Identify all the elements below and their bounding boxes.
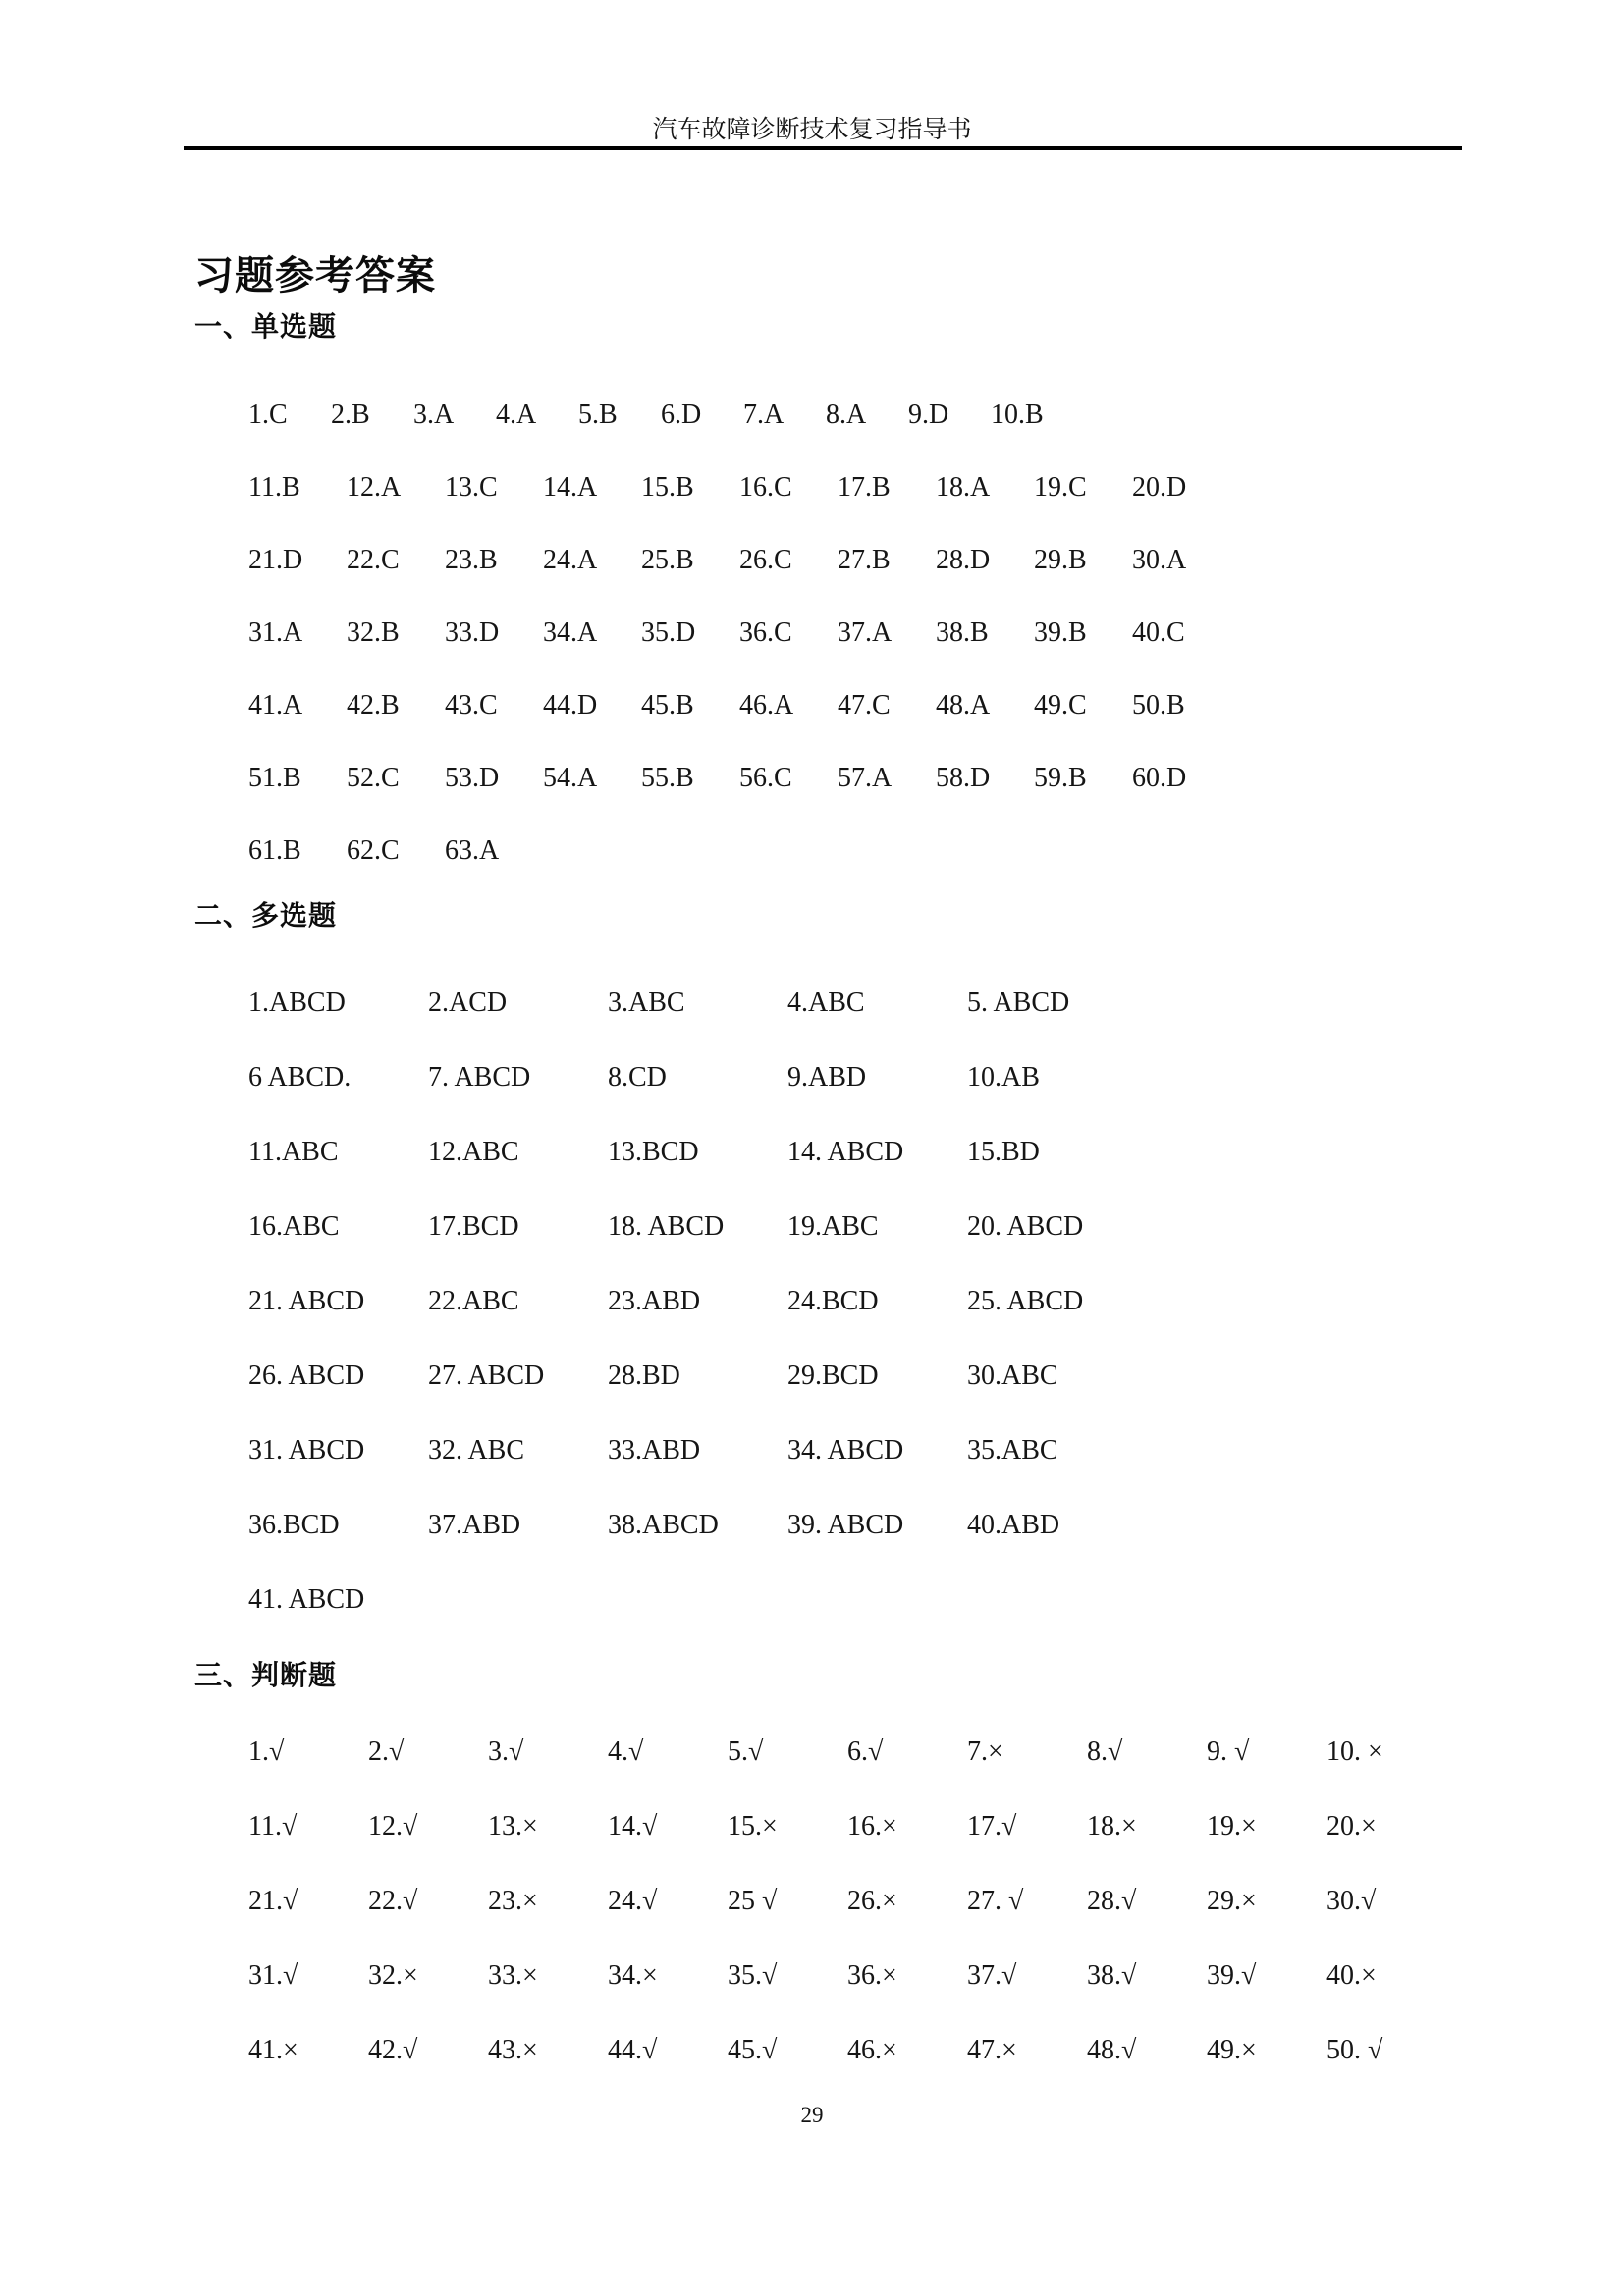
answer-item: 46.A [739,690,794,721]
answer-item: 32. ABC [428,1435,525,1466]
answer-row [248,1339,1545,1414]
answer-item: 37.A [838,617,893,648]
answer-item: 8.A [826,400,867,430]
answer-item: 13.× [488,1811,538,1842]
answer-item: 21. ABCD [248,1286,365,1316]
answer-row [248,1789,1545,1864]
answer-item: 4.√ [608,1736,644,1767]
answer-item: 22.ABC [428,1286,519,1316]
answer-item: 41.A [248,690,303,721]
answer-item: 16.ABC [248,1211,340,1242]
answer-item: 10.AB [967,1062,1040,1093]
page-title: 习题参考答案 [194,253,436,297]
answer-item: 12.ABC [428,1137,519,1167]
answer-item: 12.A [347,472,402,503]
answer-row [248,1041,1545,1115]
answer-item: 13.BCD [608,1137,699,1167]
answer-item: 51.B [248,763,301,793]
answer-item: 38.√ [1087,1960,1137,1991]
answer-item: 5. ABCD [967,988,1070,1018]
answer-item: 13.C [445,472,498,503]
answer-item: 37.√ [967,1960,1017,1991]
section-single-choice [194,310,1545,887]
answer-item: 44.D [543,690,598,721]
answer-item: 23.ABD [608,1286,701,1316]
answer-item: 2.B [331,400,370,430]
answer-item: 5.B [578,400,618,430]
answer-item: 14.A [543,472,598,503]
answer-item: 28.BD [608,1361,680,1391]
answer-row [248,1190,1545,1264]
answer-item: 53.D [445,763,500,793]
answer-item: 39. ABCD [787,1510,904,1540]
answer-item: 11.√ [248,1811,298,1842]
answer-item: 45.B [641,690,694,721]
answer-item: 45.√ [728,2035,778,2065]
answer-item: 25 √ [728,1886,778,1916]
answer-rows-multiple-choice [248,966,1545,1637]
answer-item: 32.B [347,617,400,648]
answer-item: 41.× [248,2035,298,2065]
answer-item: 43.× [488,2035,538,2065]
answer-item: 44.√ [608,2035,658,2065]
answer-item: 36.× [847,1960,897,1991]
answer-item: 60.D [1132,763,1187,793]
answer-item: 39.√ [1207,1960,1257,1991]
answer-item: 31. ABCD [248,1435,365,1466]
answer-item: 42.√ [368,2035,418,2065]
answer-item: 43.C [445,690,498,721]
answer-item: 17.B [838,472,891,503]
answer-item: 58.D [936,763,991,793]
answer-item: 22.√ [368,1886,418,1916]
answer-item: 12.√ [368,1811,418,1842]
answer-item: 28.D [936,545,991,575]
answer-item: 40.× [1326,1960,1377,1991]
answer-item: 34.× [608,1960,658,1991]
answer-item: 30.ABC [967,1361,1058,1391]
section-heading-true-false: 三、判断题 [194,1660,338,1690]
answer-item: 24.√ [608,1886,658,1916]
section-heading-single-choice: 一、单选题 [194,311,338,342]
answer-rows-single-choice [248,379,1545,887]
answer-item: 11.B [248,472,300,503]
answer-item: 57.A [838,763,893,793]
answer-item: 6 ABCD. [248,1062,352,1093]
answer-row [248,669,1545,742]
answer-item: 22.C [347,545,400,575]
answer-item: 52.C [347,763,400,793]
answer-item: 18. ABCD [608,1211,725,1242]
answer-item: 27.B [838,545,891,575]
answer-item: 31.√ [248,1960,298,1991]
answer-row [248,2013,1545,2088]
answer-item: 26.C [739,545,792,575]
answer-item: 24.A [543,545,598,575]
answer-item: 50.B [1132,690,1185,721]
answer-row [248,1864,1545,1939]
answer-item: 26.× [847,1886,897,1916]
answer-item: 15.B [641,472,694,503]
answer-item: 9. √ [1207,1736,1250,1767]
section-multiple-choice [194,899,1545,1637]
answer-item: 3.ABC [608,988,685,1018]
answer-item: 7.A [743,400,785,430]
section-heading-multiple-choice: 二、多选题 [194,900,338,931]
answer-item: 40.ABD [967,1510,1060,1540]
answer-item: 61.B [248,835,301,866]
answer-item: 4.ABC [787,988,865,1018]
answer-item: 47.× [967,2035,1017,2065]
answer-item: 48.√ [1087,2035,1137,2065]
running-header-title: 汽车故障诊断技术复习指导书 [652,117,972,143]
answer-row [248,815,1545,887]
answer-item: 35.ABC [967,1435,1058,1466]
answer-item: 23.× [488,1886,538,1916]
answer-item: 26. ABCD [248,1361,365,1391]
answer-item: 19.ABC [787,1211,879,1242]
answer-item: 15.BD [967,1137,1040,1167]
answer-item: 8.√ [1087,1736,1123,1767]
answer-item: 39.B [1034,617,1087,648]
answer-item: 5.√ [728,1736,764,1767]
answer-item: 59.B [1034,763,1087,793]
answer-item: 41. ABCD [248,1584,365,1615]
answer-item: 17.BCD [428,1211,519,1242]
answer-item: 27. ABCD [428,1361,545,1391]
answer-item: 20. ABCD [967,1211,1084,1242]
answer-item: 42.B [347,690,400,721]
answer-item: 35.√ [728,1960,778,1991]
answer-item: 3.A [413,400,455,430]
answer-item: 17.√ [967,1811,1017,1842]
answer-row [248,1264,1545,1339]
answer-item: 23.B [445,545,498,575]
answer-item: 1.C [248,400,288,430]
answer-item: 14.√ [608,1811,658,1842]
answer-item: 35.D [641,617,696,648]
answer-item: 38.B [936,617,989,648]
answer-item: 47.C [838,690,891,721]
answer-item: 24.BCD [787,1286,879,1316]
answer-row [248,1939,1545,2013]
answer-rows-true-false [248,1715,1545,2088]
answer-item: 18.A [936,472,991,503]
answer-item: 50. √ [1326,2035,1383,2065]
answer-item: 18.× [1087,1811,1137,1842]
answer-item: 4.A [496,400,537,430]
answer-item: 54.A [543,763,598,793]
header-rule [184,146,1462,150]
answer-item: 2.√ [368,1736,405,1767]
answer-item: 10.B [991,400,1044,430]
answer-item: 6.D [661,400,702,430]
answer-item: 37.ABD [428,1510,521,1540]
answer-item: 29.B [1034,545,1087,575]
answer-item: 38.ABCD [608,1510,719,1540]
answer-item: 8.CD [608,1062,667,1093]
page-number: 29 [800,2103,824,2127]
answer-item: 36.C [739,617,792,648]
answer-row [248,1115,1545,1190]
answer-item: 3.√ [488,1736,524,1767]
answer-item: 27. √ [967,1886,1024,1916]
answer-item: 10. × [1326,1736,1383,1767]
answer-item: 14. ABCD [787,1137,904,1167]
answer-item: 6.√ [847,1736,884,1767]
answer-item: 21.√ [248,1886,298,1916]
answer-item: 20.× [1326,1811,1377,1842]
answer-row [248,524,1545,597]
answer-item: 34. ABCD [787,1435,904,1466]
answer-row [248,597,1545,669]
section-true-false [194,1659,1545,2088]
answer-item: 15.× [728,1811,778,1842]
answer-item: 19.× [1207,1811,1257,1842]
answer-item: 29.BCD [787,1361,879,1391]
answer-item: 1.√ [248,1736,285,1767]
answer-row [248,966,1545,1041]
answer-item: 34.A [543,617,598,648]
answer-item: 32.× [368,1960,418,1991]
answer-item: 7. ABCD [428,1062,531,1093]
answer-item: 48.A [936,690,991,721]
answer-row [248,1715,1545,1789]
answer-item: 16.C [739,472,792,503]
answer-item: 25.B [641,545,694,575]
answer-item: 2.ACD [428,988,508,1018]
answer-item: 31.A [248,617,303,648]
answer-item: 29.× [1207,1886,1257,1916]
answer-item: 55.B [641,763,694,793]
answer-item: 9.D [908,400,949,430]
answer-item: 21.D [248,545,303,575]
answer-item: 30.√ [1326,1886,1377,1916]
answer-row [248,1563,1545,1637]
answer-item: 20.D [1132,472,1187,503]
answer-item: 46.× [847,2035,897,2065]
answer-item: 9.ABD [787,1062,867,1093]
answer-row [248,379,1545,452]
answer-item: 33.D [445,617,500,648]
answer-item: 16.× [847,1811,897,1842]
answer-row [248,1488,1545,1563]
answer-item: 30.A [1132,545,1187,575]
answer-item: 33.ABD [608,1435,701,1466]
answer-item: 28.√ [1087,1886,1137,1916]
answer-item: 49.C [1034,690,1087,721]
answer-item: 25. ABCD [967,1286,1084,1316]
answer-item: 7.× [967,1736,1003,1767]
answer-item: 49.× [1207,2035,1257,2065]
answer-item: 56.C [739,763,792,793]
answer-item: 40.C [1132,617,1185,648]
answer-item: 36.BCD [248,1510,340,1540]
answer-item: 1.ABCD [248,988,346,1018]
answer-row [248,1414,1545,1488]
answer-item: 33.× [488,1960,538,1991]
answer-item: 63.A [445,835,500,866]
answer-item: 62.C [347,835,400,866]
answer-item: 11.ABC [248,1137,339,1167]
answer-row [248,742,1545,815]
answer-row [248,452,1545,524]
answer-item: 19.C [1034,472,1087,503]
